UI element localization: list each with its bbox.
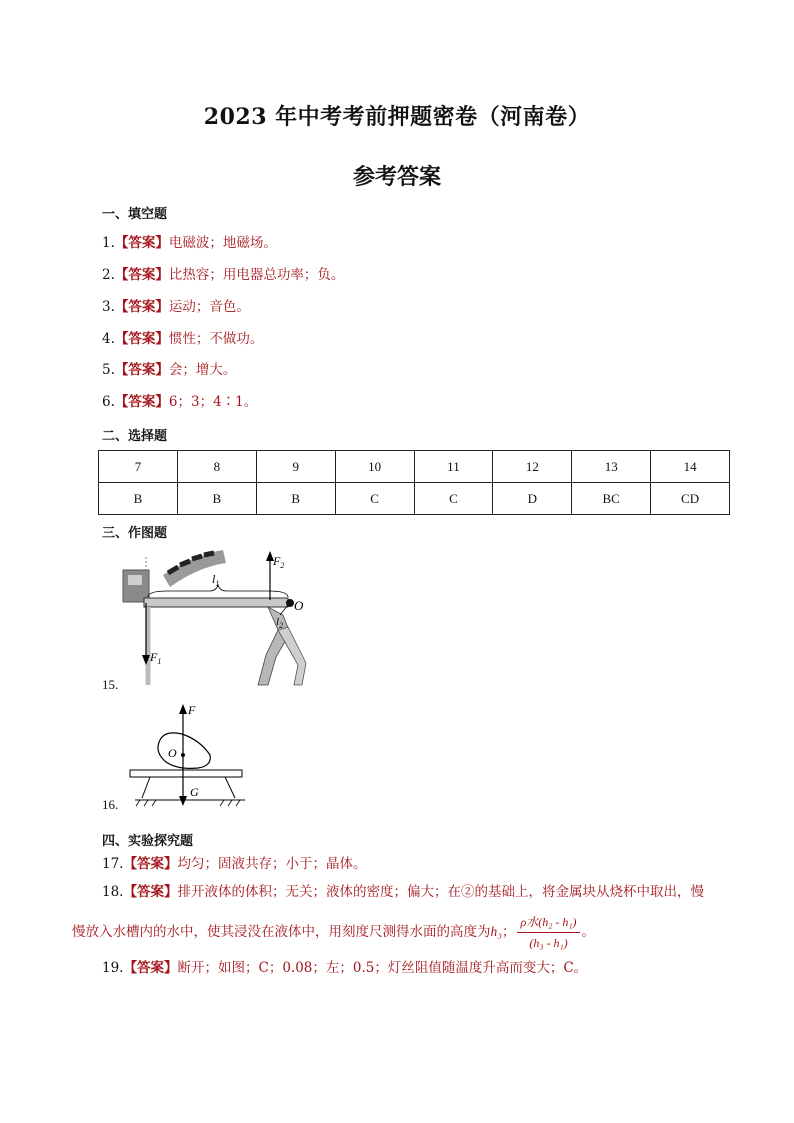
answer-text: 断开；如图；C；0.08；左；0.5；灯丝阻值随温度升高而变大；C。: [177, 960, 588, 976]
answer-tag: 【答案】: [114, 394, 169, 410]
answer-tag: 【答案】: [123, 884, 178, 900]
answer-end: 。: [581, 924, 596, 940]
machine-window: [128, 575, 142, 585]
table-cell: C: [335, 483, 414, 515]
question-number: 2.: [102, 267, 115, 283]
answer-tag: 【答案】: [123, 856, 178, 872]
fill-q6: [102, 392, 257, 412]
answer-tag: 【答案】: [123, 960, 178, 976]
experiment-q18-line2: [72, 912, 595, 953]
label-f2: $F_2$: [273, 554, 285, 570]
experiment-q19: [102, 958, 587, 978]
fill-q1: [102, 233, 277, 253]
section-multiple-choice: 二、选择题: [102, 429, 168, 444]
label-o: O: [168, 746, 177, 760]
table-row-answers: [99, 483, 730, 515]
board: [130, 770, 242, 777]
page-title: 2023 年中考考前押题密卷（河南卷）: [203, 104, 591, 130]
figure-15-number: 15.: [102, 677, 119, 692]
figure-15-lever-diagram: [118, 545, 308, 690]
label-g: G: [190, 785, 199, 799]
answer-text: 运动；音色。: [168, 299, 250, 315]
lever-bar: [144, 598, 288, 607]
question-number: 18.: [102, 884, 124, 900]
experiment-q18-line1: [102, 882, 704, 902]
table-cell: 9: [256, 451, 335, 483]
answer-text: 均匀；固液共存；小于；晶体。: [177, 856, 367, 872]
object-shape: [158, 733, 210, 769]
answer-text: 电磁波；地磁场。: [168, 235, 277, 251]
label-l2: $l_2$: [276, 616, 284, 630]
choice-answer-table: [98, 450, 730, 515]
section-fill-blank: 一、填空题: [102, 207, 168, 222]
formula-denominator: (h₃ - h₁): [529, 936, 568, 950]
answer-text: 会；增大。: [168, 362, 237, 378]
answer-text: 6；3；4∶1。: [168, 394, 258, 410]
table-cell: 12: [493, 451, 572, 483]
fill-q4: [102, 329, 263, 349]
question-number: 3.: [102, 299, 115, 315]
question-number: 6.: [102, 394, 115, 410]
table-row-questions: [99, 451, 730, 483]
answer-tag: 【答案】: [114, 299, 169, 315]
experiment-q17: [102, 854, 366, 874]
table-cell: B: [177, 483, 256, 515]
answer-text: 比热容；用电器总功率；负。: [168, 267, 345, 283]
ground-hatching: [136, 800, 240, 806]
answer-tag: 【答案】: [114, 331, 169, 347]
support-left: [142, 777, 150, 798]
label-pivot-o: O: [294, 598, 304, 613]
section-experiments: 四、实验探究题: [102, 834, 194, 849]
answer-tag: 【答案】: [114, 267, 169, 283]
table-cell: CD: [651, 483, 730, 515]
question-number: 17.: [102, 856, 124, 872]
table-cell: B: [99, 483, 178, 515]
table-cell: D: [493, 483, 572, 515]
answer-tag: 【答案】: [114, 362, 169, 378]
table-cell: B: [256, 483, 335, 515]
question-number: 19.: [102, 960, 124, 976]
answer-text: 排开液体的体积；无关；液体的密度；偏大；在②的基础上，将金属块从烧杯中取出，慢: [177, 884, 704, 900]
answer-tag: 【答案】: [114, 235, 169, 251]
machine-box: [123, 570, 149, 602]
table-cell: 11: [414, 451, 493, 483]
table-cell: C: [414, 483, 493, 515]
fill-q3: [102, 297, 250, 317]
table-cell: 7: [99, 451, 178, 483]
table-cell: BC: [572, 483, 651, 515]
g-arrowhead: [179, 796, 187, 806]
question-number: 1.: [102, 235, 115, 251]
question-number: 4.: [102, 331, 115, 347]
f-arrowhead: [179, 704, 187, 714]
h3-symbol: h₃: [490, 924, 502, 939]
density-formula: [517, 912, 579, 953]
label-f1: $F_1$: [150, 650, 162, 666]
answer-text: 慢放入水槽内的水中，使其浸没在液体中，用刻度尺测得水面的高度为: [72, 924, 491, 940]
label-f: F: [188, 703, 196, 717]
table-cell: 8: [177, 451, 256, 483]
support-arm: [258, 607, 290, 685]
label-l1: $l_1$: [212, 572, 220, 588]
fill-q5: [102, 360, 236, 380]
table-cell: 14: [651, 451, 730, 483]
formula-numerator: ρ水(h₂ - h₁): [517, 912, 579, 933]
support-right: [225, 777, 235, 798]
page-subtitle: 参考答案: [352, 164, 441, 190]
table-cell: 10: [335, 451, 414, 483]
fill-q2: [102, 265, 344, 285]
table-cell: 13: [572, 451, 651, 483]
separator: ；: [501, 924, 516, 940]
question-number: 5.: [102, 362, 115, 378]
answer-text: 惯性；不做功。: [168, 331, 264, 347]
support-leg: [278, 627, 306, 685]
figure-16-force-diagram: [120, 700, 250, 808]
section-drawing: 三、作图题: [102, 526, 168, 541]
figure-16-number: 16.: [102, 797, 119, 812]
